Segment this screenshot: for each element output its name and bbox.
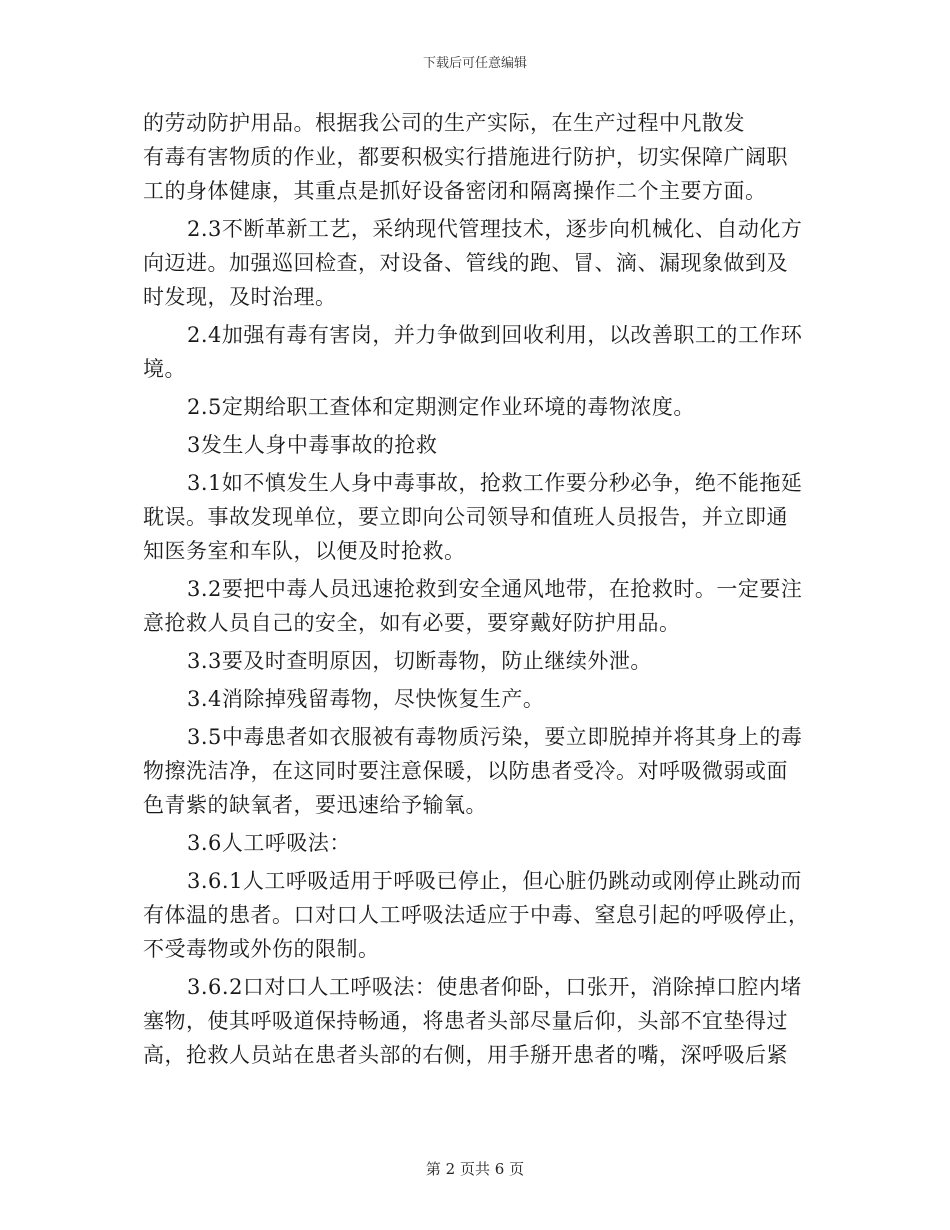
text-line: 3.2要把中毒人员迅速抢救到安全通风地带，在抢救时。一定要注 [187,577,803,601]
text-line: 的劳动防护用品。根据我公司的生产实际，在生产过程中凡散发 [143,111,745,135]
text-line: 塞物，使其呼吸道保持畅通，将患者头部尽量后仰，头部不宜垫得过 [143,1009,788,1033]
text-line: 3.4消除掉残留毒物，尽快恢复生产。 [187,687,545,711]
text-line: 3.1如不慎发生人身中毒事故，抢救工作要分秒必争，绝不能拖延 [187,471,803,495]
text-line: 3.6.1人工呼吸适用于呼吸已停止，但心脏仍跳动或刚停止跳动而 [187,869,802,893]
paragraph [143,970,815,1072]
paragraph [143,212,815,314]
paragraph [143,106,815,208]
text-line: 3发生人身中毒事故的抢救 [187,433,438,457]
text-line: 物擦洗洁净，在这同时要注意保暖，以防患者受冷。对呼吸微弱或面 [143,759,788,783]
text-line: 3.6.2口对口人工呼吸法：使患者仰卧，口张开，消除掉口腔内堵 [187,975,802,999]
text-line: 2.4加强有毒有害岗，并力争做到回收利用，以改善职工的工作环 [187,323,803,347]
text-line: 2.5定期给职工查体和定期测定作业环境的毒物浓度。 [187,395,695,419]
section-heading [143,428,815,462]
text-line: 3.6人工呼吸法： [187,831,351,855]
text-line: 工的身体健康，其重点是抓好设备密闭和隔离操作二个主要方面。 [143,179,767,203]
page-header: 下载后可任意编辑 [422,56,527,71]
text-line: 有毒有害物质的作业，都要积极实行措施进行防护，切实保障广阔职 [143,145,788,169]
paragraph [143,644,815,678]
text-line: 向迈进。加强巡回检查，对设备、管线的跑、冒、滴、漏现象做到及 [143,251,788,275]
text-line: 3.3要及时查明原因，切断毒物，防止继续外泄。 [187,649,652,673]
text-line: 不受毒物或外伤的限制。 [143,937,380,961]
text-line: 3.5中毒患者如衣服被有毒物质污染，要立即脱掉并将其身上的毒 [187,725,803,749]
page-footer: 第 2 页共 6 页 [425,1160,525,1178]
paragraph [143,572,815,640]
paragraph [143,390,815,424]
text-line: 2.3不断革新工艺，采纳现代管理技术，逐步向机械化、自动化方 [187,217,803,241]
text-line: 色青紫的缺氧者，要迅速给予输氧。 [143,793,487,817]
paragraph [143,682,815,716]
paragraph [143,720,815,822]
text-line: 耽误。事故发现单位，要立即向公司领导和值班人员报告，并立即通 [143,505,788,529]
text-line: 意抢救人员自己的安全，如有必要，要穿戴好防护用品。 [143,611,681,635]
text-line: 境。 [143,357,186,381]
paragraph [143,466,815,568]
paragraph [143,864,815,966]
text-line: 时发现，及时治理。 [143,285,337,309]
text-line: 知医务室和车队，以便及时抢救。 [143,539,466,563]
document-body [143,106,815,1072]
paragraph [143,318,815,386]
paragraph [143,826,815,860]
text-line: 高，抢救人员站在患者头部的右侧，用手掰开患者的嘴，深呼吸后紧 [143,1043,788,1067]
text-line: 有体温的患者。口对口人工呼吸法适应于中毒、窒息引起的呼吸停止， [143,903,810,927]
